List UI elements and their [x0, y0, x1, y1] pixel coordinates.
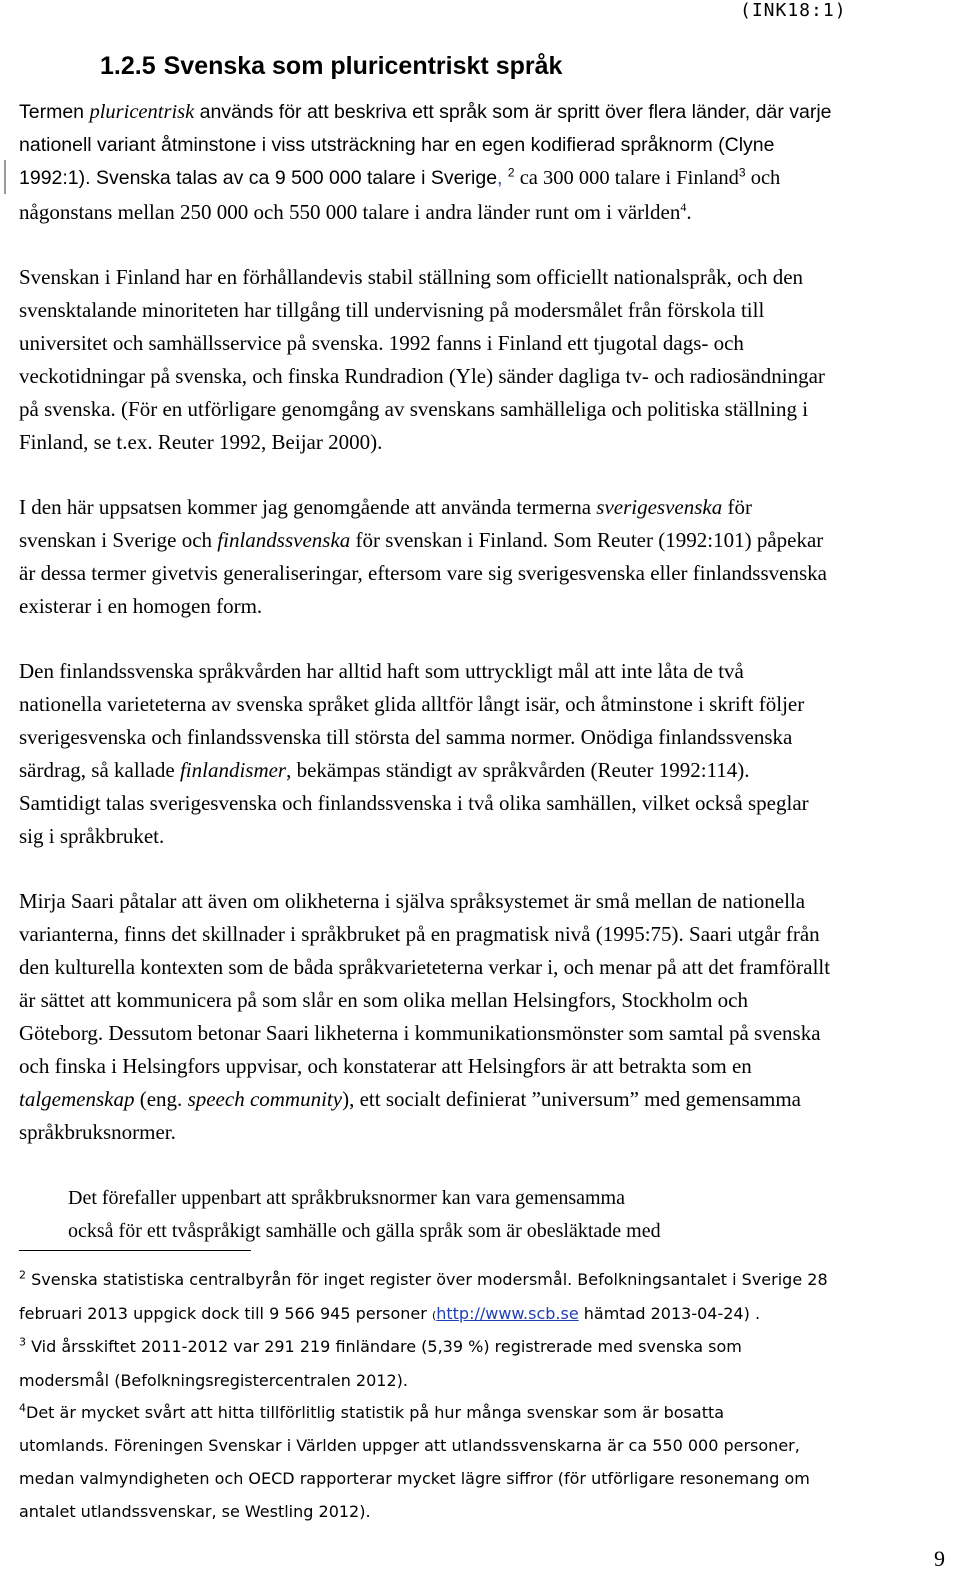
term-talgemenskap: talgemenskap	[19, 1087, 135, 1111]
p4-line-2: nationella varieteterna av svenska språket glida alltför långt isär, och åtminstone i skrift följer	[19, 692, 805, 716]
p5-line-6: och finska i Helsingfors uppvisar, och konstaterar att Helsingfors är att betrakta som en	[19, 1054, 752, 1078]
footnote-4-line-1: $^4$Det är mycket svårt att hitta tillförlitlig statistik på hur många svenskar som är bosatta	[19, 1401, 725, 1422]
footnote-3-ref[interactable]: 3	[738, 165, 746, 180]
term-finlandssvenska: finlandssvenska	[217, 528, 351, 552]
p5-line-8: språkbruksnormer.	[19, 1120, 176, 1144]
term-pluricentrisk: pluricentrisk	[89, 101, 195, 123]
footnote-3-marker: 3	[19, 1335, 26, 1349]
p2-line-6: Finland, se t.ex. Reuter 1992, Beijar 2000).	[19, 430, 383, 454]
p5-line-5: Göteborg. Dessutom betonar Saari likheterna i kommunikationsmönster som samtal på svenska	[19, 1021, 821, 1045]
section-number: 1.2.5	[100, 52, 156, 80]
p5-line-7: talgemenskap (eng. speech community), ett socialt definierat ”universum” med gemensamma	[19, 1087, 802, 1111]
footnote-4-line-2: utomlands. Föreningen Svenskar i Världen uppger att utlandssvenskarna är ca 550 000 personer,	[19, 1436, 800, 1455]
p1-line-4: någonstans mellan 250 000 och 550 000 talare i andra länder runt om i världen$^4$.	[19, 200, 692, 224]
p1-line-2: nationell variant åtminstone i viss utsträckning har en egen kodifierad språknorm (Clyne	[19, 134, 775, 156]
p2-line-2: svensktalande minoriteten har tillgång till undervisning på modersmålet från förskola till	[19, 298, 765, 322]
footnote-2-line-1: $^2$ Svenska statistiska centralbyrån för inget register över modersmål. Befolkningsantalet i Sverige 28	[19, 1268, 828, 1289]
footnote-2-link[interactable]: ,	[497, 167, 503, 189]
p4-line-5: Samtidigt talas sverigesvenska och finlandssvenska i två olika samhällen, vilket också speglar	[19, 791, 809, 815]
term-sverigesvenska: sverigesvenska	[596, 495, 723, 519]
p2-line-1: Svenskan i Finland har en förhållandevis stabil ställning som officiellt nationalspråk, och den	[19, 265, 804, 289]
p4-line-1: Den finlandssvenska språkvården har alltid haft som uttryckligt mål att inte låta de två	[19, 659, 744, 683]
footnote-4-line-3: medan valmyndigheten och OECD rapporterar mycket lägre siffror (för utförligare resonemang om	[19, 1469, 810, 1488]
p4-line-4: särdrag, så kallade finlandismer, bekämpas ständigt av språkvården (Reuter 1992:114).	[19, 758, 750, 782]
footnote-4-ref[interactable]: 4	[680, 200, 687, 214]
term-finlandismer: finlandismer	[179, 758, 287, 782]
scb-link[interactable]: http://www.scb.se	[436, 1304, 579, 1323]
p2-line-3: universitet och samhällsservice på svenska. 1992 fanns i Finland ett tjugotal dags- och	[19, 331, 744, 355]
p2-line-5: på svenska. (För en utförligare genomgång av svenskans samhälleliga och politiska ställning i	[19, 397, 809, 421]
blockquote-line-1: Det förefaller uppenbart att språkbruksnormer kan vara gemensamma	[68, 1187, 625, 1209]
revision-margin-bar	[4, 160, 6, 194]
footnote-3-line-2: modersmål (Befolkningsregistercentralen 2012).	[19, 1371, 408, 1390]
p4-line-6: sig i språkbruket.	[19, 824, 165, 848]
footnote-3-line-1: $^3$ Vid årsskiftet 2011-2012 var 291 219 finländare (5,39 %) registrerade med svenska som	[19, 1335, 742, 1356]
footnote-4-line-4: antalet utlandssvenskar, se Westling 2012).	[19, 1502, 371, 1521]
footnote-2-ref[interactable]: 2	[507, 165, 515, 180]
p1-line-3: 1992:1). Svenska talas av ca 9 500 000 talare i Sverige, $^2$ ca 300 000 talare i Finland$^3$ och	[19, 165, 781, 189]
section-title: Svenska som pluricentriskt språk	[163, 52, 563, 80]
footnote-4-marker: 4	[19, 1401, 26, 1415]
document-reference-code: (INK18:1)	[740, 0, 847, 21]
p1-line-1: Termen pluricentrisk används för att beskriva ett språk som är spritt över flera länder, där varje	[19, 101, 832, 123]
p2-line-4: veckotidningar på svenska, och finska Rundradion (Yle) sänder dagliga tv- och radiosändningar	[19, 364, 825, 388]
blockquote-line-2: också för ett tvåspråkigt samhälle och gälla språk som är obesläktade med	[68, 1220, 661, 1242]
p3-line-4: existerar i en homogen form.	[19, 594, 263, 618]
footnote-separator	[19, 1250, 251, 1251]
p5-line-2: varianterna, finns det skillnader i språkbruket på en pragmatisk nivå (1995:75). Saari utgår från	[19, 922, 820, 946]
footnote-2-marker: 2	[19, 1268, 26, 1282]
section-heading	[100, 52, 562, 81]
p5-line-1: Mirja Saari påtalar att även om olikheterna i själva språksystemet är små mellan de nationella	[19, 889, 806, 913]
p5-line-3: den kulturella kontexten som de båda språkvarieteterna verkar i, och menar på att det framförallt	[19, 955, 831, 979]
page-number: 9	[934, 1546, 945, 1571]
p3-line-3: är dessa termer givetvis generaliseringar, eftersom vare sig sverigesvenska eller finlandssvenska	[19, 561, 827, 585]
term-speech-community: speech community	[187, 1087, 343, 1111]
p5-line-4: är sättet att kommunicera på som slår en som olika mellan Helsingfors, Stockholm och	[19, 988, 749, 1012]
footnote-2-line-2: februari 2013 uppgick dock till 9 566 945 personer (http://www.scb.se hämtad 2013-04-24) .	[19, 1304, 761, 1323]
p4-line-3: sverigesvenska och finlandssvenska till största del samma normer. Onödiga finlandssvenska	[19, 725, 793, 749]
p3-line-1: I den här uppsatsen kommer jag genomgående att använda termerna sverigesvenska för	[19, 495, 752, 519]
p3-line-2: svenskan i Sverige och finlandssvenska för svenskan i Finland. Som Reuter (1992:101) påpekar	[19, 528, 824, 552]
